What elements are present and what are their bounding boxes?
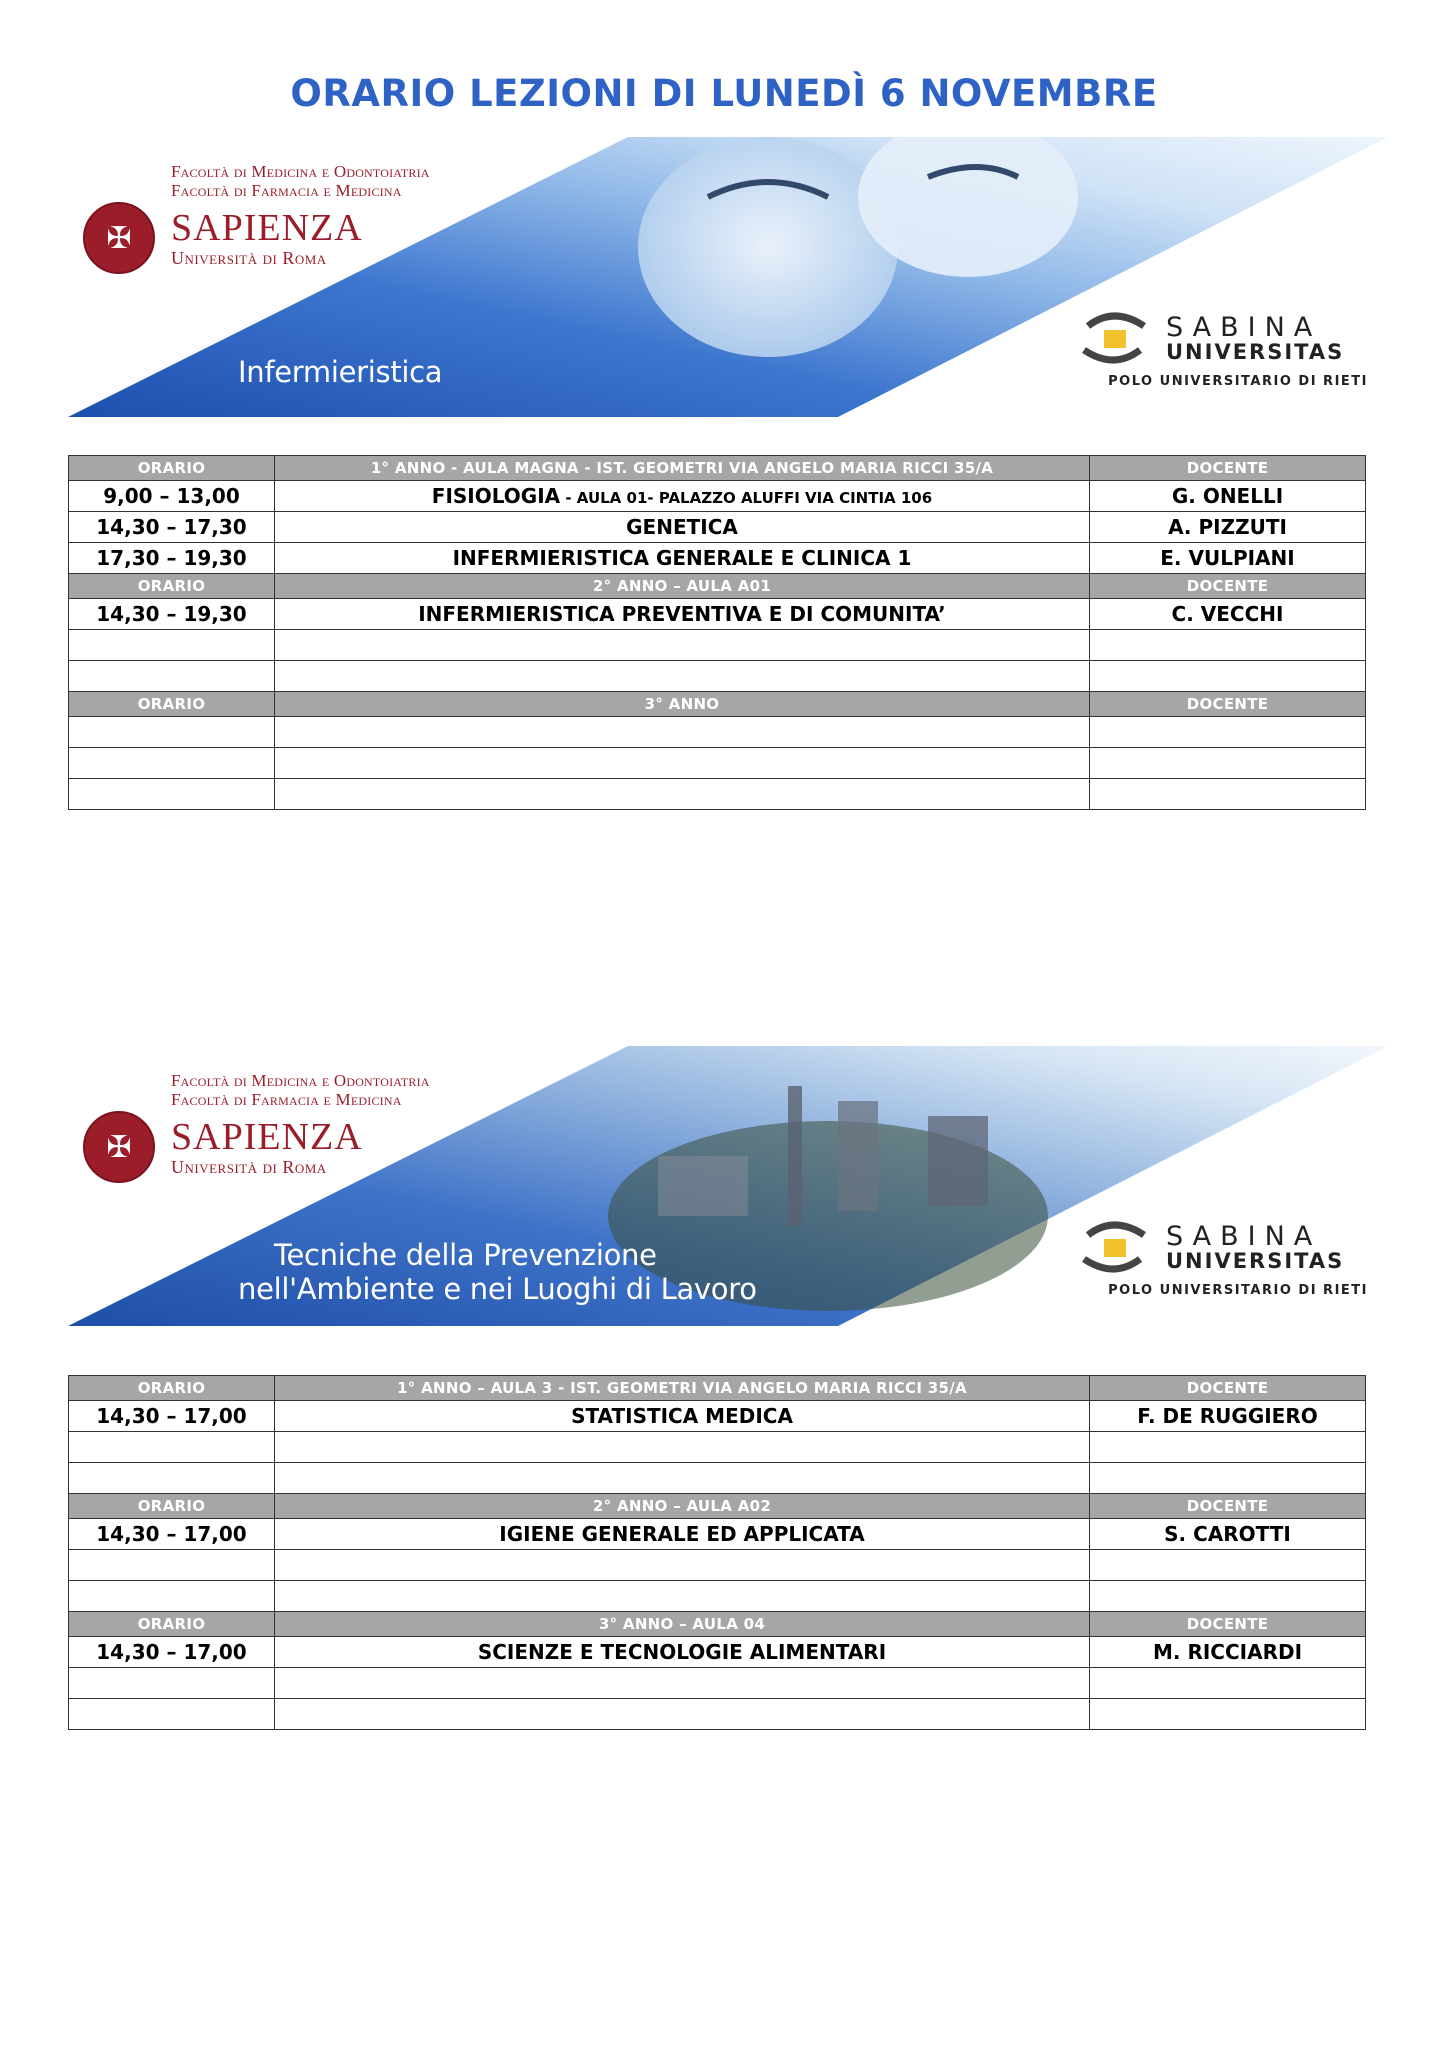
cell-subject: INFERMIERISTICA GENERALE E CLINICA 1: [275, 543, 1090, 574]
page-title: ORARIO LEZIONI DI LUNEDÌ 6 NOVEMBRE: [290, 72, 1158, 115]
sabina-name: SABINA: [1166, 312, 1322, 343]
table-row: [69, 512, 1366, 543]
sabina-book-icon: [1078, 312, 1150, 364]
sabina-universitas-logo: [1078, 1221, 1368, 1301]
table-header-year-1: [69, 1376, 1366, 1401]
banner-infermieristica: [68, 137, 1388, 417]
cell-time: 14,30 – 17,00: [69, 1401, 275, 1432]
sapienza-name: SAPIENZA: [171, 207, 363, 249]
cell-subject: INFERMIERISTICA PREVENTIVA E DI COMUNITA’: [275, 599, 1090, 630]
table-header-year-2: [69, 574, 1366, 599]
header-year: 2° ANNO – AULA A01: [275, 574, 1090, 599]
table-row: [69, 599, 1366, 630]
header-year: 3° ANNO: [275, 692, 1090, 717]
schedule-table-tecniche-prevenzione: [68, 1375, 1366, 1730]
header-orario: ORARIO: [69, 1612, 275, 1637]
table-row: [69, 1401, 1366, 1432]
empty-row: [69, 1581, 1366, 1612]
sabina-book-icon: [1078, 1221, 1150, 1273]
sapienza-logo: [83, 1061, 503, 1201]
cell-subject: STATISTICA MEDICA: [275, 1401, 1090, 1432]
course-name: [238, 355, 442, 389]
header-docente: DOCENTE: [1090, 692, 1366, 717]
sabina-name: SABINA: [1166, 1221, 1322, 1252]
cell-subject: SCIENZE E TECNOLOGIE ALIMENTARI: [275, 1637, 1090, 1668]
sabina-polo: POLO UNIVERSITARIO DI RIETI: [1108, 1283, 1368, 1298]
header-orario: ORARIO: [69, 1494, 275, 1519]
course-name-line-1: Tecniche della Prevenzione: [274, 1238, 657, 1272]
cell-teacher: F. DE RUGGIERO: [1090, 1401, 1366, 1432]
header-orario: ORARIO: [69, 1376, 275, 1401]
schedule-table-infermieristica: [68, 455, 1366, 810]
sapienza-seal-icon: ✠: [83, 202, 155, 274]
subject-note: - AULA 01- PALAZZO ALUFFI VIA CINTIA 106: [560, 489, 933, 507]
empty-row: [69, 630, 1366, 661]
table-row: [69, 1637, 1366, 1668]
table-row: [69, 543, 1366, 574]
sapienza-subtitle: Università di Roma: [171, 248, 327, 268]
sapienza-logo: [83, 152, 503, 292]
table-row: [69, 481, 1366, 512]
cell-teacher: E. VULPIANI: [1090, 543, 1366, 574]
sapienza-subtitle: Università di Roma: [171, 1157, 327, 1177]
cell-teacher: S. CAROTTI: [1090, 1519, 1366, 1550]
header-docente: DOCENTE: [1090, 1612, 1366, 1637]
faculty-line-2: Facoltà di Farmacia e Medicina: [171, 1090, 402, 1109]
empty-row: [69, 1432, 1366, 1463]
course-name-line-1: Infermieristica: [238, 355, 443, 389]
faculty-line-1: Facoltà di Medicina e Odontoiatria: [171, 162, 430, 181]
table-header-year-3: [69, 692, 1366, 717]
cell-subject: GENETICA: [275, 512, 1090, 543]
empty-row: [69, 779, 1366, 810]
table-header-year-1: [69, 456, 1366, 481]
course-name: [238, 1238, 757, 1306]
cell-time: 14,30 – 17,00: [69, 1637, 275, 1668]
cell-time: 14,30 – 19,30: [69, 599, 275, 630]
cell-teacher: M. RICCIARDI: [1090, 1637, 1366, 1668]
cell-time: 17,30 – 19,30: [69, 543, 275, 574]
cell-time: 14,30 – 17,30: [69, 512, 275, 543]
cell-teacher: C. VECCHI: [1090, 599, 1366, 630]
header-year: 3° ANNO – AULA 04: [275, 1612, 1090, 1637]
banner-tecniche-prevenzione: [68, 1046, 1388, 1326]
sapienza-name: SAPIENZA: [171, 1116, 363, 1158]
header-year: 1° ANNO - AULA MAGNA - IST. GEOMETRI VIA ANGELO MARIA RICCI 35/A: [275, 456, 1090, 481]
cell-time: 9,00 – 13,00: [69, 481, 275, 512]
empty-row: [69, 1550, 1366, 1581]
empty-row: [69, 1699, 1366, 1730]
empty-row: [69, 661, 1366, 692]
empty-row: [69, 717, 1366, 748]
empty-row: [69, 1463, 1366, 1494]
header-docente: DOCENTE: [1090, 574, 1366, 599]
sabina-universitas: UNIVERSITAS: [1166, 340, 1345, 364]
empty-row: [69, 1668, 1366, 1699]
header-docente: DOCENTE: [1090, 1494, 1366, 1519]
header-year: 2° ANNO – AULA A02: [275, 1494, 1090, 1519]
header-orario: ORARIO: [69, 574, 275, 599]
header-orario: ORARIO: [69, 692, 275, 717]
sabina-universitas: UNIVERSITAS: [1166, 1249, 1345, 1273]
sabina-polo: POLO UNIVERSITARIO DI RIETI: [1108, 374, 1368, 389]
table-header-year-2: [69, 1494, 1366, 1519]
cell-teacher: A. PIZZUTI: [1090, 512, 1366, 543]
sabina-universitas-logo: [1078, 312, 1368, 392]
header-year: 1° ANNO – AULA 3 - IST. GEOMETRI VIA ANGELO MARIA RICCI 35/A: [275, 1376, 1090, 1401]
header-docente: DOCENTE: [1090, 456, 1366, 481]
cell-time: 14,30 – 17,00: [69, 1519, 275, 1550]
table-row: [69, 1519, 1366, 1550]
faculty-line-2: Facoltà di Farmacia e Medicina: [171, 181, 402, 200]
cell-teacher: G. ONELLI: [1090, 481, 1366, 512]
course-name-line-2: nell'Ambiente e nei Luoghi di Lavoro: [238, 1272, 757, 1306]
empty-row: [69, 748, 1366, 779]
subject-name: FISIOLOGIA: [431, 484, 561, 508]
header-orario: ORARIO: [69, 456, 275, 481]
header-docente: DOCENTE: [1090, 1376, 1366, 1401]
sapienza-seal-icon: ✠: [83, 1111, 155, 1183]
table-header-year-3: [69, 1612, 1366, 1637]
cell-subject: IGIENE GENERALE ED APPLICATA: [275, 1519, 1090, 1550]
cell-subject: [275, 481, 1090, 512]
faculty-line-1: Facoltà di Medicina e Odontoiatria: [171, 1071, 430, 1090]
